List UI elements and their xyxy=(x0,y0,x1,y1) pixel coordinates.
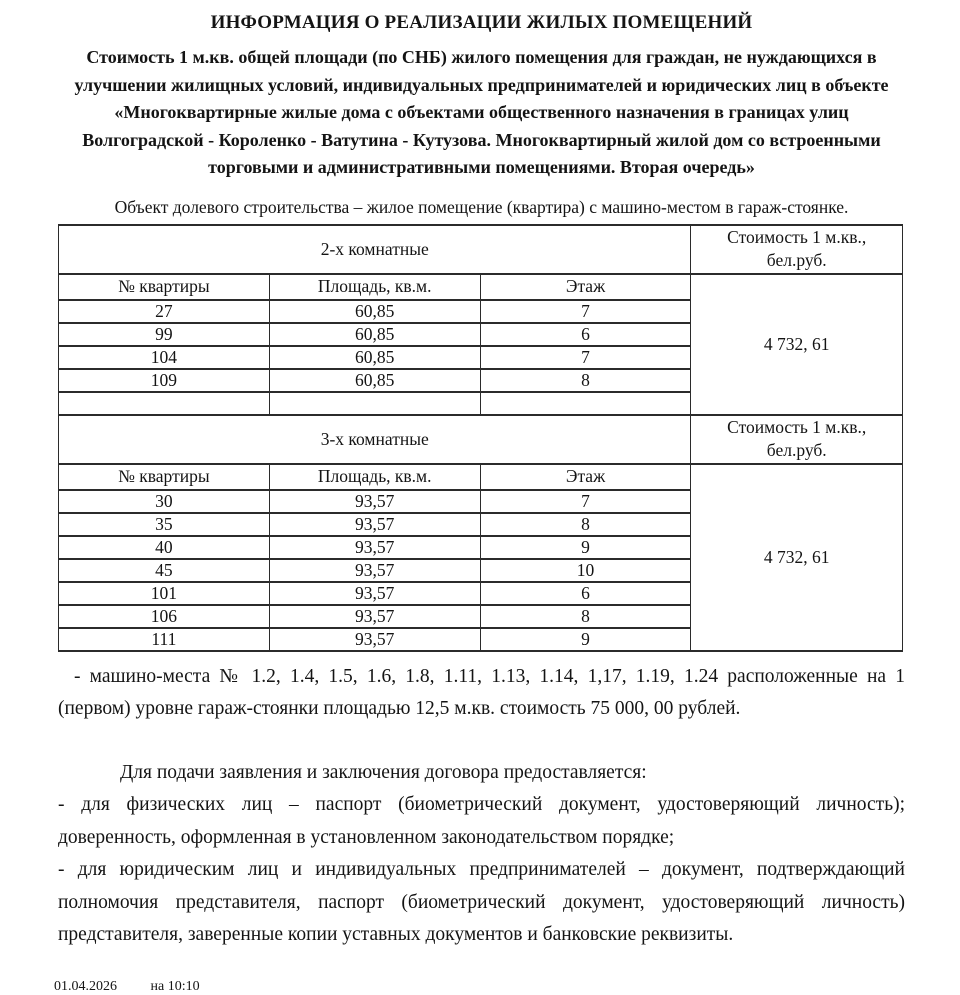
cell-area: 93,57 xyxy=(269,536,480,559)
cell-floor: 8 xyxy=(480,369,691,392)
cell-apartment-number: 109 xyxy=(59,369,270,392)
cell-area: 93,57 xyxy=(269,513,480,536)
subtitle-line: Стоимость 1 м.кв. общей площади (по СНБ) жилого помещения для граждан, не нуждающихся в xyxy=(86,47,877,67)
cell-apartment-number: 99 xyxy=(59,323,270,346)
cell-area xyxy=(269,392,480,415)
column-header-floor: Этаж xyxy=(480,274,691,300)
price-column-header: Стоимость 1 м.кв., бел.руб. xyxy=(691,415,903,464)
room-type-header: 3-х комнатные xyxy=(59,415,691,464)
cell-area: 60,85 xyxy=(269,323,480,346)
application-heading: Для подачи заявления и заключения договора предоставляется: xyxy=(120,761,647,783)
cell-area: 93,57 xyxy=(269,559,480,582)
document-footer xyxy=(54,979,905,995)
cell-floor: 8 xyxy=(480,513,691,536)
cell-apartment-number: 30 xyxy=(59,490,270,513)
cell-area: 60,85 xyxy=(269,346,480,369)
footer-time: на 10:10 xyxy=(150,978,200,994)
subtitle-line: торговыми и административными помещениями. Вторая очередь» xyxy=(208,157,755,177)
price-value: 4 732, 61 xyxy=(691,274,903,415)
subtitle-line: улучшении жилищных условий, индивидуальных предпринимателей и юридических лиц в объекте xyxy=(74,74,889,95)
cell-apartment-number: 40 xyxy=(59,536,270,559)
room-type-header: 2-х комнатные xyxy=(59,225,691,274)
cell-floor: 6 xyxy=(480,582,691,605)
document-subtitle xyxy=(58,44,905,182)
requirement-individuals: - для физических лиц – паспорт (биометрический документ, удостоверяющий личность); доверенность, оформленная в установленном законодательством порядке; xyxy=(58,794,905,848)
cell-floor: 9 xyxy=(480,628,691,651)
cell-area: 93,57 xyxy=(269,605,480,628)
intro-line: Объект долевого строительства – жилое помещение (квартира) с машино-местом в гараж-стоянке. xyxy=(114,196,849,217)
cell-apartment-number: 104 xyxy=(59,346,270,369)
cell-floor: 8 xyxy=(480,605,691,628)
cell-floor: 7 xyxy=(480,300,691,323)
cell-apartment-number: 106 xyxy=(59,605,270,628)
apartments-table-3room xyxy=(58,414,903,652)
page-title: ИНФОРМАЦИЯ О РЕАЛИЗАЦИИ ЖИЛЫХ ПОМЕЩЕНИЙ xyxy=(210,12,753,33)
cell-apartment-number: 111 xyxy=(59,628,270,651)
cell-apartment-number: 27 xyxy=(59,300,270,323)
column-header-area: Площадь, кв.м. xyxy=(269,274,480,300)
cell-area: 93,57 xyxy=(269,628,480,651)
footer-date: 01.04.2026 xyxy=(54,978,117,994)
cell-floor: 6 xyxy=(480,323,691,346)
price-column-header: Стоимость 1 м.кв., бел.руб. xyxy=(691,225,903,274)
cell-floor: 10 xyxy=(480,559,691,582)
cell-apartment-number xyxy=(59,392,270,415)
cell-apartment-number: 45 xyxy=(59,559,270,582)
column-header-floor: Этаж xyxy=(480,464,691,490)
column-header-area: Площадь, кв.м. xyxy=(269,464,480,490)
cell-floor: 9 xyxy=(480,536,691,559)
cell-area: 93,57 xyxy=(269,582,480,605)
cell-apartment-number: 101 xyxy=(59,582,270,605)
apartments-table-2room xyxy=(58,224,903,416)
cell-apartment-number: 35 xyxy=(59,513,270,536)
cell-area: 60,85 xyxy=(269,300,480,323)
cell-floor xyxy=(480,392,691,415)
cell-floor: 7 xyxy=(480,490,691,513)
subtitle-line: Волгоградской - Короленко - Ватутина - Кутузова. Многоквартирный жилой дом со встроенными xyxy=(82,129,881,150)
price-value: 4 732, 61 xyxy=(691,464,903,651)
subtitle-line: «Многоквартирные жилые дома с объектами общественного назначения в границах улиц xyxy=(114,102,849,122)
column-header-apartment-number: № квартиры xyxy=(59,464,270,490)
requirement-legal-entities: - для юридическим лиц и индивидуальных предпринимателей – документ, подтверждающий полномочия представителя, паспорт (биометрический документ, удостоверяющий личность) представителя, заверенные копии уставных документов и банковские реквизиты. xyxy=(58,859,905,945)
cell-floor: 7 xyxy=(480,346,691,369)
cell-area: 93,57 xyxy=(269,490,480,513)
cell-area: 60,85 xyxy=(269,369,480,392)
column-header-apartment-number: № квартиры xyxy=(59,274,270,300)
parking-note: - машино-места № 1.2, 1.4, 1.5, 1.6, 1.8, 1.11, 1.13, 1.14, 1,17, 1.19, 1.24 расположенные на 1 (первом) уровне гараж-стоянки площадью 12,5 м.кв. стоимость 75 000, 00 рублей. xyxy=(58,665,905,719)
